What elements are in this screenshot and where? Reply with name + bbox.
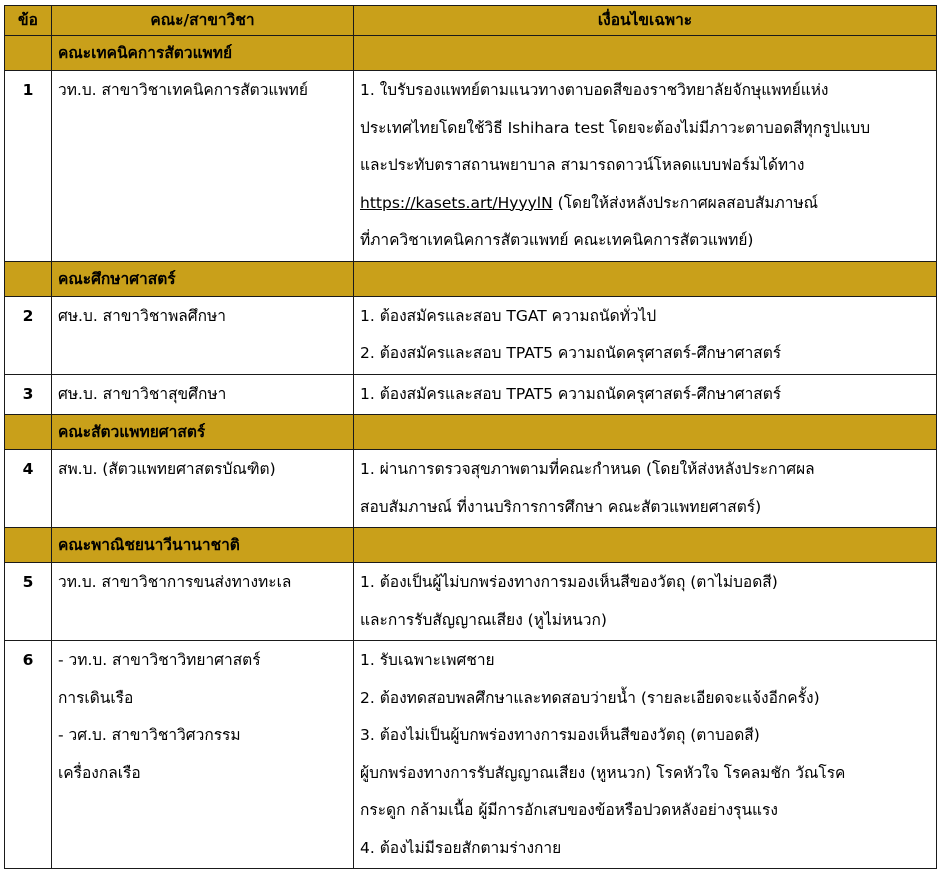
program-cell — [52, 71, 354, 262]
condition-line: กระดูก กล้ามเนื้อ ผู้มีการอักเสบของข้อหรือปวดหลังอย่างรุนแรง — [360, 801, 778, 819]
row-number: 1 — [5, 71, 52, 262]
row-number: 3 — [5, 374, 52, 415]
program-cell — [52, 296, 354, 374]
program-line: สพ.บ. (สัตวแพทยศาสตรบัณฑิต) — [58, 460, 276, 478]
program-line: การเดินเรือ — [58, 688, 134, 707]
faculty-row — [5, 528, 937, 563]
program-line: - วท.บ. สาขาวิชาวิทยาศาสตร์ — [58, 651, 261, 669]
table-row — [5, 71, 937, 262]
program-line: - วศ.บ. สาขาวิชาวิศวกรรม — [58, 726, 241, 744]
condition-line: 1. ผ่านการตรวจสุขภาพตามที่คณะกำหนด (โดยให้ส่งหลังประกาศผล — [360, 460, 815, 478]
row-number: 6 — [5, 641, 52, 869]
faculty-name: คณะพาณิชยนาวีนานาชาติ — [52, 528, 354, 563]
program-cell — [52, 450, 354, 528]
condition-line: 1. ต้องสมัครและสอบ TPAT5 ความถนัดครุศาสตร์-ศึกษาศาสตร์ — [360, 384, 782, 403]
condition-line: 3. ต้องไม่เป็นผู้บกพร่องทางการมองเห็นสีของวัตถุ (ตาบอดสี) — [360, 726, 760, 744]
condition-cell — [354, 450, 937, 528]
row-number: 5 — [5, 563, 52, 641]
condition-line: 1. ต้องสมัครและสอบ TGAT ความถนัดทั่วไป — [360, 306, 657, 325]
faculty-row — [5, 261, 937, 296]
table-header-row — [5, 6, 937, 36]
condition-line: 1. ต้องเป็นผู้ไม่บกพร่องทางการมองเห็นสีของวัตถุ (ตาไม่บอดสี) — [360, 573, 778, 591]
faculty-name: คณะศึกษาศาสตร์ — [52, 261, 354, 296]
faculty-row — [5, 415, 937, 450]
condition-line: ผู้บกพร่องทางการรับสัญญาณเสียง (หูหนวก) โรคหัวใจ โรคลมชัก วัณโรค — [360, 763, 846, 782]
header-faculty: คณะ/สาขาวิชา — [52, 6, 354, 36]
condition-line: 2. ต้องทดสอบพลศึกษาและทดสอบว่ายน้ำ (รายละเอียดจะแจ้งอีกครั้ง) — [360, 688, 820, 707]
row-number: 2 — [5, 296, 52, 374]
program-line: วท.บ. สาขาวิชาเทคนิคการสัตวแพทย์ — [58, 81, 308, 99]
program-line: วท.บ. สาขาวิชาการขนส่งทางทะเล — [58, 573, 292, 591]
table-row — [5, 450, 937, 528]
form-download-link[interactable]: https://kasets.art/HyyylN — [360, 193, 553, 212]
condition-line: 4. ต้องไม่มีรอยสักตามร่างกาย — [360, 838, 562, 857]
condition-line: ประเทศไทยโดยใช้วิธี Ishihara test โดยจะต้องไม่มีภาวะตาบอดสีทุกรูปแบบ — [360, 118, 871, 137]
table-row — [5, 374, 937, 415]
condition-cell — [354, 374, 937, 415]
condition-cell — [354, 296, 937, 374]
condition-line: และประทับตราสถานพยาบาล สามารถดาวน์โหลดแบบฟอร์มได้ทาง — [360, 156, 805, 174]
row-number: 4 — [5, 450, 52, 528]
condition-cell — [354, 563, 937, 641]
condition-cell — [354, 71, 937, 262]
header-no: ข้อ — [5, 6, 52, 36]
condition-line: ที่ภาควิชาเทคนิคการสัตวแพทย์ คณะเทคนิคการสัตวแพทย์) — [360, 231, 754, 249]
condition-line: 2. ต้องสมัครและสอบ TPAT5 ความถนัดครุศาสตร์-ศึกษาศาสตร์ — [360, 344, 782, 362]
conditions-table — [4, 5, 937, 869]
faculty-row — [5, 36, 937, 71]
faculty-name: คณะเทคนิคการสัตวแพทย์ — [52, 36, 354, 71]
program-cell — [52, 641, 354, 869]
program-cell — [52, 563, 354, 641]
table-row — [5, 641, 937, 869]
program-line: เครื่องกลเรือ — [58, 763, 141, 782]
table-row — [5, 296, 937, 374]
condition-line: และการรับสัญญาณเสียง (หูไม่หนวก) — [360, 610, 607, 629]
condition-line: 1. ใบรับรองแพทย์ตามแนวทางตาบอดสีของราชวิทยาลัยจักษุแพทย์แห่ง — [360, 81, 829, 99]
condition-text: (โดยให้ส่งหลังประกาศผลสอบสัมภาษณ์ — [557, 193, 819, 212]
condition-line-with-link — [360, 185, 930, 223]
condition-cell — [354, 641, 937, 869]
table-row — [5, 563, 937, 641]
faculty-name: คณะสัตวแพทยศาสตร์ — [52, 415, 354, 450]
condition-line: 1. รับเฉพาะเพศชาย — [360, 651, 495, 669]
program-cell — [52, 374, 354, 415]
program-line: ศษ.บ. สาขาวิชาสุขศึกษา — [58, 384, 227, 403]
header-condition: เงื่อนไขเฉพาะ — [354, 6, 937, 36]
condition-line: สอบสัมภาษณ์ ที่งานบริการการศึกษา คณะสัตวแพทยศาสตร์) — [360, 497, 762, 516]
program-line: ศษ.บ. สาขาวิชาพลศึกษา — [58, 306, 226, 325]
